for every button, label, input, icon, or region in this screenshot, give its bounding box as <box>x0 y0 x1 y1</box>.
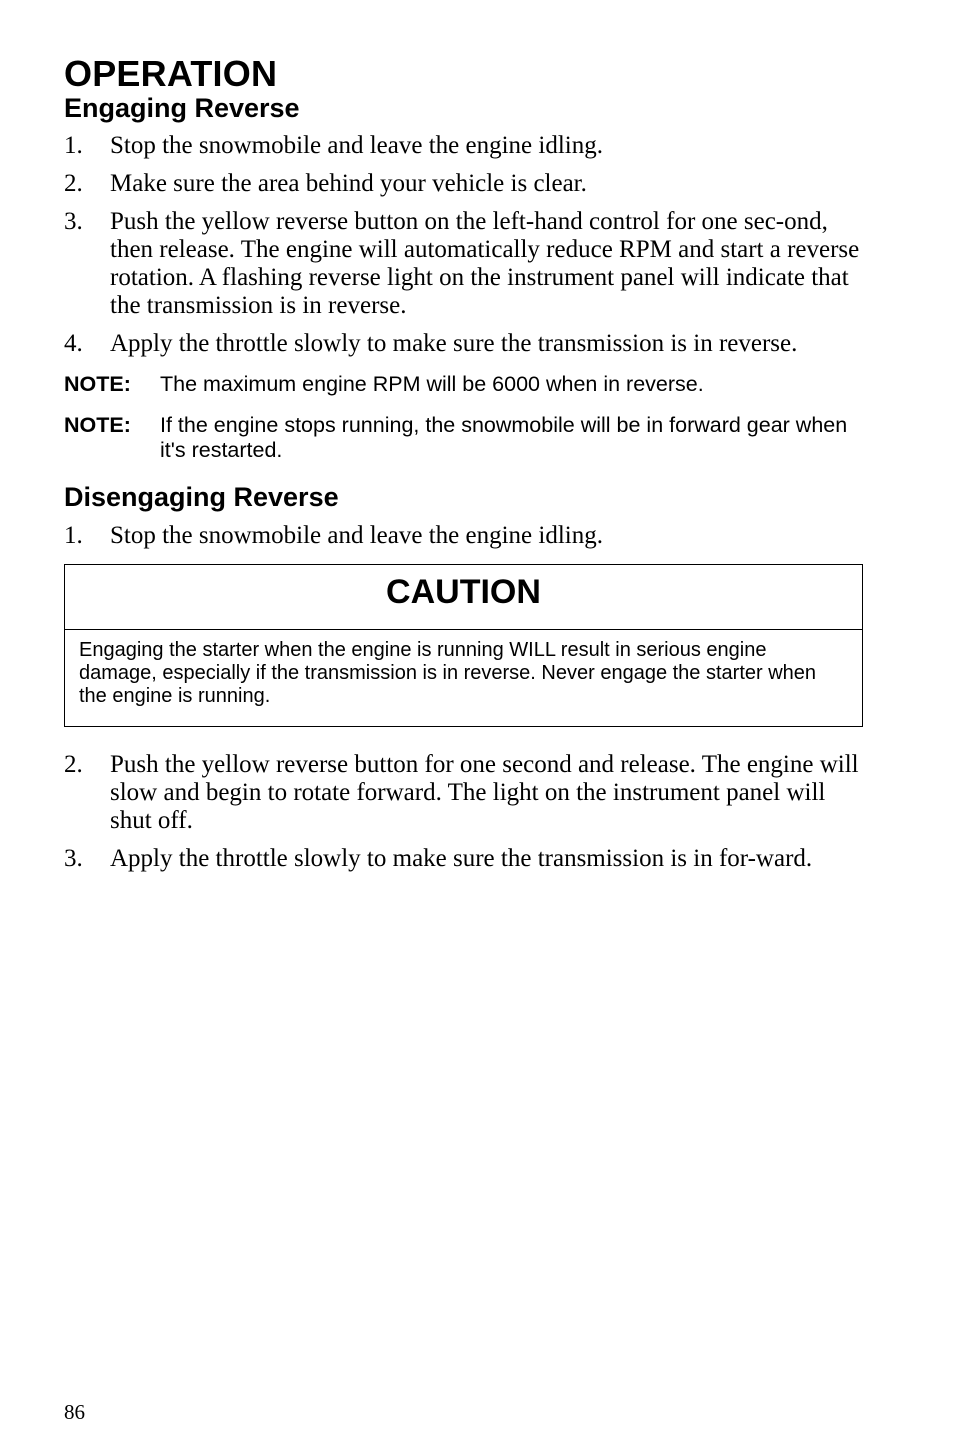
list-item <box>64 522 864 550</box>
step-number: 4. <box>64 330 83 357</box>
disengaging-reverse-heading: Disengaging Reverse <box>64 482 339 512</box>
disengaging-steps-after <box>64 751 864 873</box>
engaging-steps <box>64 132 864 358</box>
step-number: 3. <box>64 208 83 235</box>
step-text: Make sure the area behind your vehicle is clear. <box>110 170 587 197</box>
note <box>64 413 864 463</box>
caution-title: CAUTION <box>65 565 862 630</box>
list-item <box>64 132 864 160</box>
step-text: Apply the throttle slowly to make sure the transmission is in for-ward. <box>110 845 813 872</box>
manual-page <box>64 52 864 883</box>
list-item <box>64 330 864 358</box>
step-text: Push the yellow reverse button on the left-hand control for one sec-ond, then release. The engine will automatically reduce RPM and start a reverse rotation. A flashing reverse light on the instrument panel will indicate that the transmission is in reverse. <box>110 208 860 319</box>
list-item <box>64 170 864 198</box>
step-number: 2. <box>64 170 83 197</box>
step-text: Stop the snowmobile and leave the engine idling. <box>110 132 603 159</box>
step-number: 3. <box>64 845 83 872</box>
note <box>64 372 864 397</box>
step-text: Push the yellow reverse button for one second and release. The engine will slow and begin to rotate forward. The light on the instrument panel will shut off. <box>110 751 859 834</box>
list-item <box>64 751 864 835</box>
step-number: 1. <box>64 132 83 159</box>
engaging-reverse-heading: Engaging Reverse <box>64 93 300 123</box>
note-label: NOTE: <box>64 372 131 396</box>
note-text: The maximum engine RPM will be 6000 when in reverse. <box>160 372 704 396</box>
step-text: Apply the throttle slowly to make sure the transmission is in reverse. <box>110 330 798 357</box>
note-text: If the engine stops running, the snowmobile will be in forward gear when it's restarted. <box>160 413 848 462</box>
caution-text: Engaging the starter when the engine is running WILL result in serious engine damage, especially if the transmission is in reverse. Never engage the starter when the engine is running. <box>79 639 817 707</box>
list-item <box>64 208 864 320</box>
caution-box <box>64 564 863 727</box>
section-title: OPERATION <box>64 53 278 94</box>
step-text: Stop the snowmobile and leave the engine idling. <box>110 522 603 549</box>
list-item <box>64 845 864 873</box>
note-label: NOTE: <box>64 413 131 437</box>
disengaging-steps-before <box>64 522 864 550</box>
step-number: 1. <box>64 522 83 549</box>
page-number: 86 <box>64 1400 85 1424</box>
step-number: 2. <box>64 751 83 778</box>
